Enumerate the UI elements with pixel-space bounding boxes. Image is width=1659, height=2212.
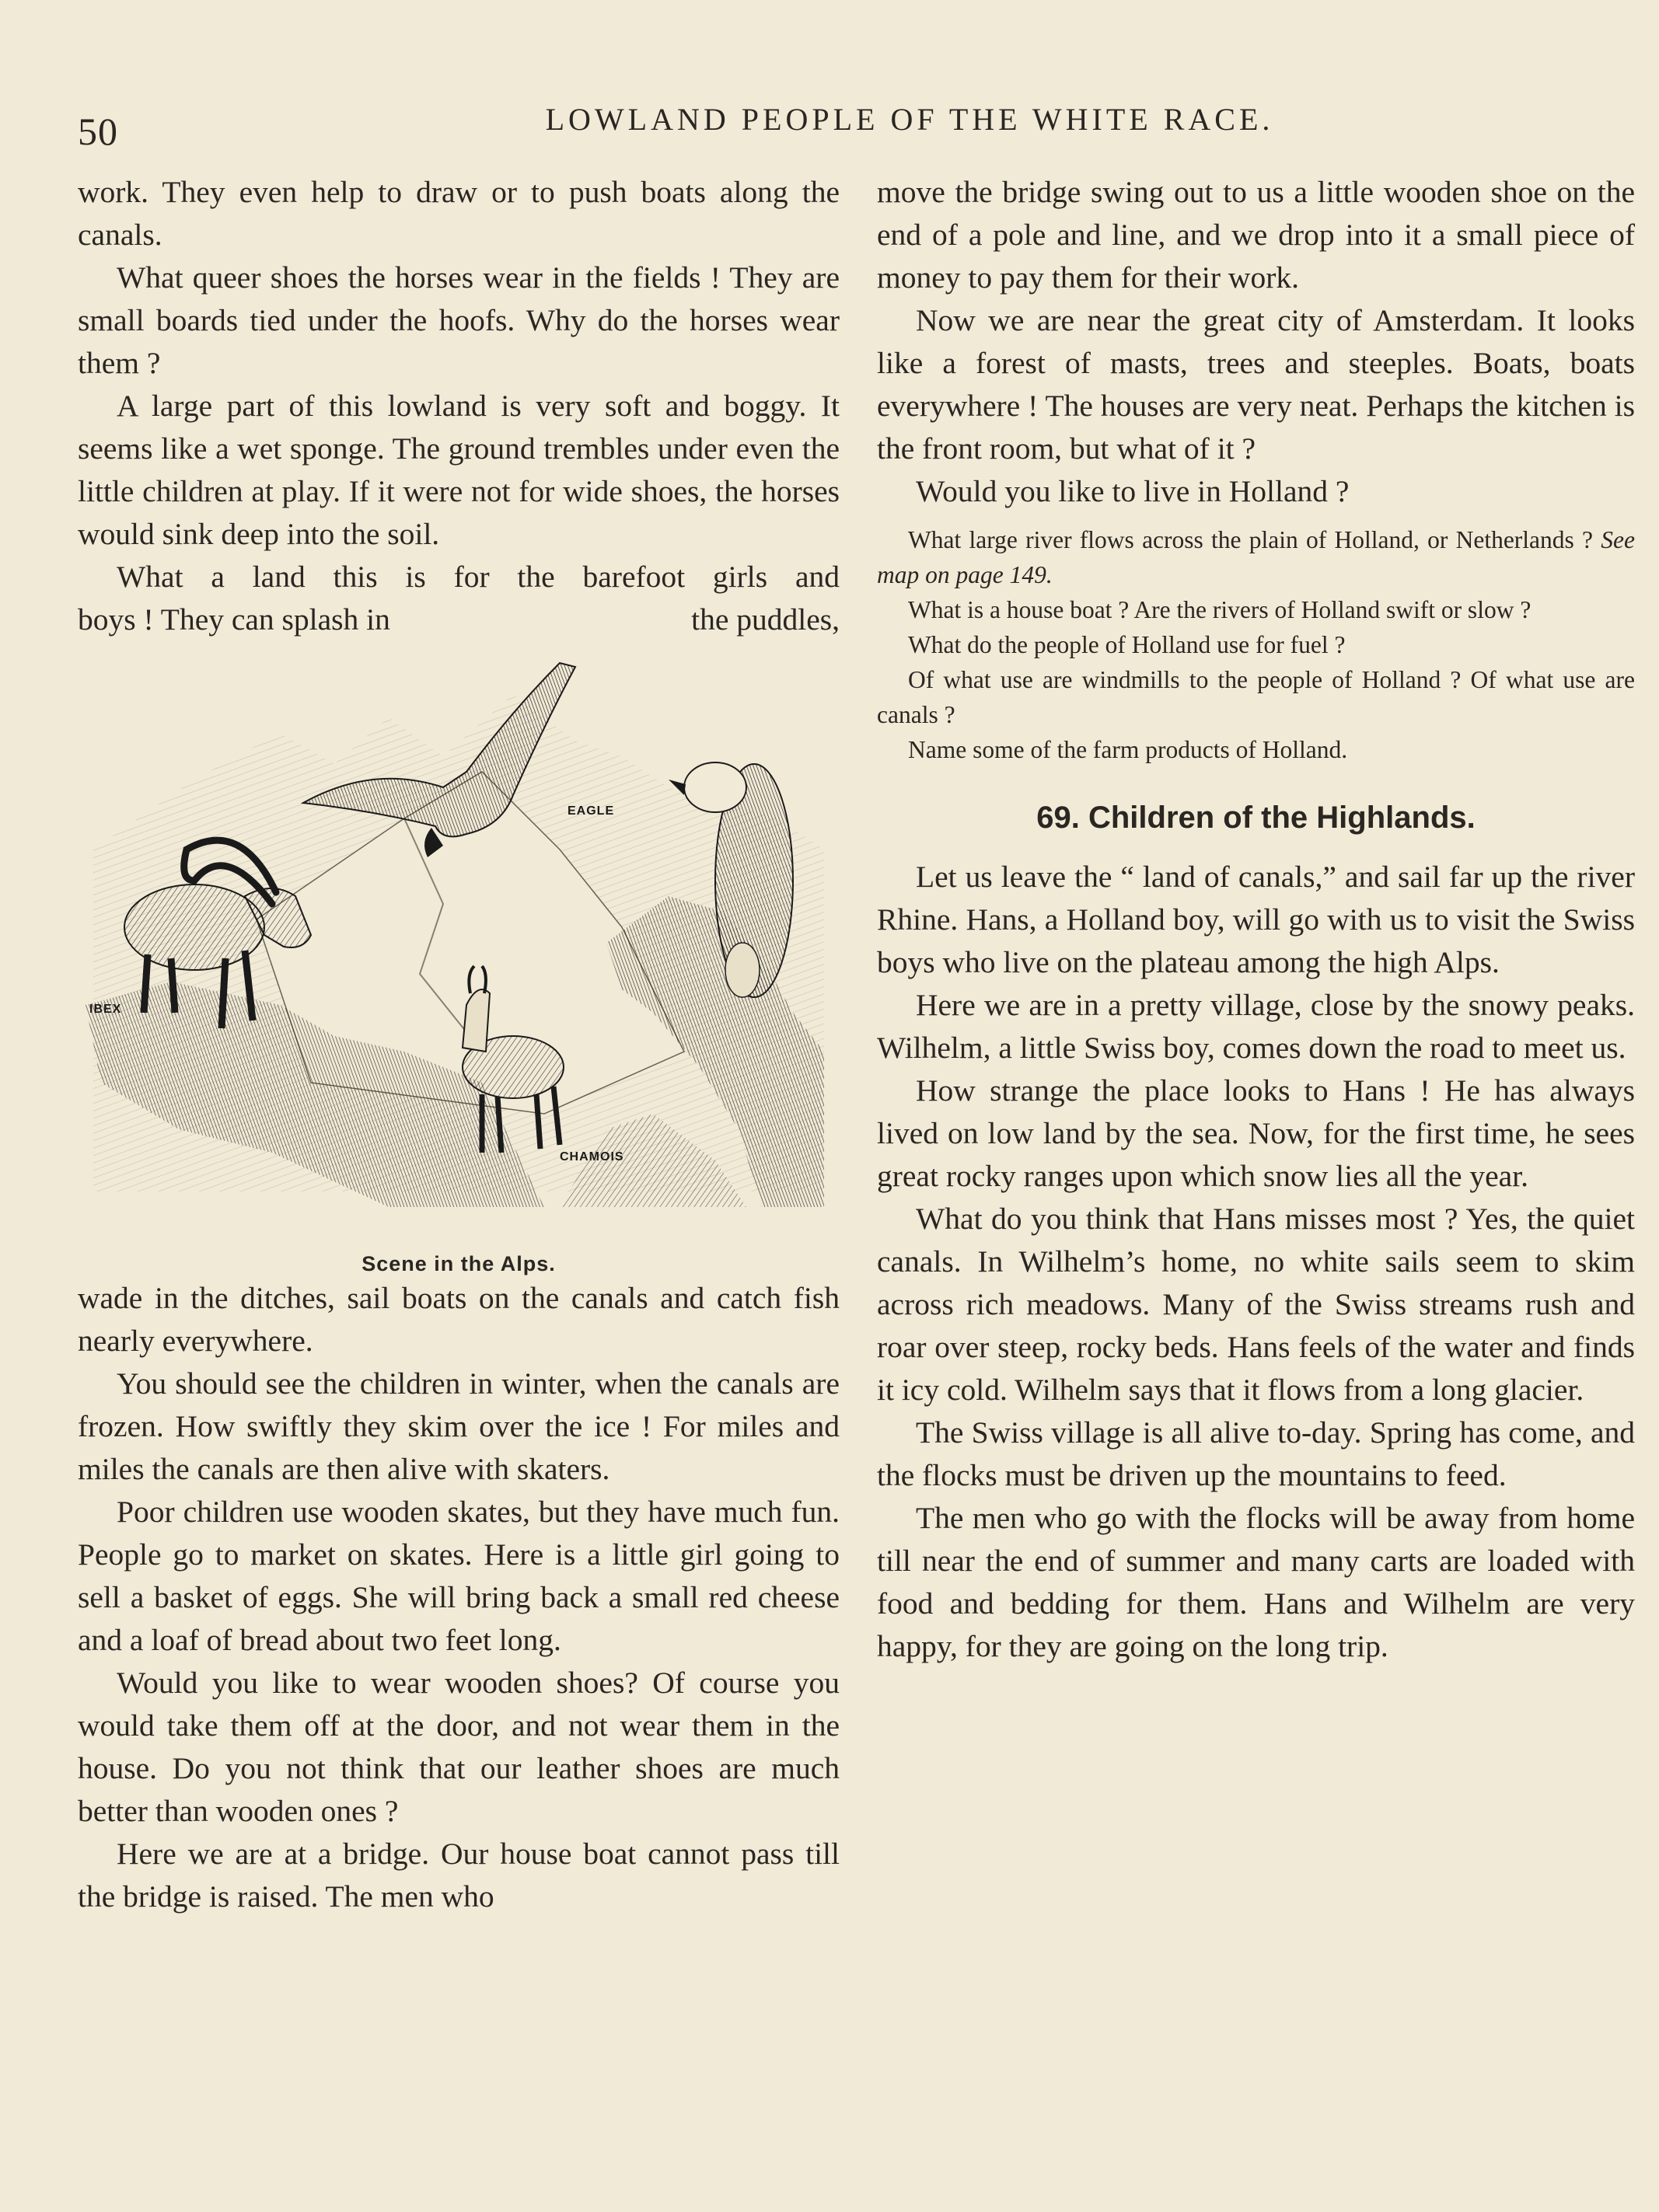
question: What do the people of Holland use for fuel ?	[908, 631, 1346, 658]
paragraph: Now we are near the great city of Amsterdam. It looks like a forest of masts, trees and steeples. Boats, boats everywhere ! The houses are very neat. Perhaps the kitchen is the front room, but what of it ?	[877, 303, 1635, 466]
study-questions	[877, 522, 1635, 767]
paragraph: A large part of this lowland is very soft and boggy. It seems like a wet sponge. The ground trembles under even the little children at play. If it were not for wide shoes, the horses would sink deep into the soil.	[78, 389, 840, 551]
paragraph: Poor children use wooden skates, but they have much fun. People go to market on skates. Here is a little girl going to sell a basket of eggs. She will bring back a small red cheese and a loaf of bread about two feet long.	[78, 1495, 840, 1657]
label-chamois: CHAMOIS	[560, 1150, 624, 1164]
paragraph: How strange the place looks to Hans ! He has always lived on low land by the sea. Now, for the first time, he sees great rocky ranges upon which snow lies all the year.	[877, 1073, 1635, 1193]
map-reference: See map on page 149.	[877, 526, 1636, 588]
paragraph: move the bridge swing out to us a little wooden shoe on the end of a pole and line, and we drop into it a small piece of money to pay them for their work.	[877, 175, 1635, 295]
paragraph: The men who go with the flocks will be away from home till near the end of summer and many carts are loaded with food and bedding for them. Hans and Wilhelm are very happy, for they are going on the long trip.	[877, 1501, 1635, 1663]
alps-illustration	[78, 647, 840, 1277]
paragraph: You should see the children in winter, when the canals are frozen. How swiftly they skim over the ice ! For miles and miles the canals are then alive with skaters.	[78, 1366, 840, 1486]
label-eagle: EAGLE	[568, 804, 615, 818]
wrapped-text-line	[78, 598, 840, 641]
paragraph: The Swiss village is all alive to-day. Spring has come, and the flocks must be driven up the mountains to feed.	[877, 1415, 1635, 1492]
page-header	[78, 93, 1628, 155]
question: Name some of the farm products of Holland.	[908, 736, 1348, 763]
question: What is a house boat ? Are the rivers of Holland swift or slow ?	[908, 596, 1532, 623]
question: Of what use are windmills to the people of Holland ? Of what use are canals ?	[877, 666, 1635, 728]
paragraph: Would you like to wear wooden shoes? Of course you would take them off at the door, and not wear them in the house. Do you not think that our leather shoes are much better than wooden ones ?	[78, 1666, 840, 1828]
text-fragment: the puddles,	[691, 602, 840, 637]
text-fragment: boys ! They can splash in	[78, 602, 390, 637]
question	[877, 522, 1635, 592]
left-column	[78, 171, 840, 1918]
paragraph: Here we are in a pretty village, close by the snowy peaks. Wilhelm, a little Swiss boy, comes down the road to meet us.	[877, 988, 1635, 1065]
running-title: LOWLAND PEOPLE OF THE WHITE RACE.	[545, 102, 1274, 137]
paragraph: wade in the ditches, sail boats on the canals and catch fish nearly everywhere.	[78, 1281, 840, 1358]
label-ibex: IBEX	[89, 1003, 122, 1016]
paragraph: Would you like to live in Holland ?	[916, 474, 1350, 508]
paragraph: work. They even help to draw or to push boats along the canals.	[78, 175, 840, 252]
section-title: 69. Children of the Highlands.	[1036, 801, 1476, 835]
right-column	[877, 171, 1635, 1668]
paragraph: What do you think that Hans misses most ? Yes, the quiet canals. In Wilhelm’s home, no white sails seem to skim across rich meadows. Many of the Swiss streams rush and roar over steep, rocky beds. Hans feels of the water and finds it icy cold. Wilhelm says that it flows from a long glacier.	[877, 1202, 1635, 1407]
page-number: 50	[78, 110, 118, 153]
paragraph: Let us leave the “ land of canals,” and sail far up the river Rhine. Hans, a Holland boy, will go with us to visit the Swiss boys who live on the plateau among the high Alps.	[877, 860, 1635, 979]
paragraph: What a land this is for the barefoot girls and	[117, 560, 840, 594]
figure-caption: Scene in the Alps.	[361, 1252, 556, 1275]
question-text: What large river flows across the plain of Holland, or Netherlands ?	[908, 526, 1594, 553]
paragraph: Here we are at a bridge. Our house boat cannot pass till the bridge is raised. The men who	[78, 1837, 840, 1914]
paragraph: What queer shoes the horses wear in the fields ! They are small boards tied under the hoofs. Why do the horses wear them ?	[78, 260, 840, 380]
alps-engraving	[78, 647, 840, 1238]
